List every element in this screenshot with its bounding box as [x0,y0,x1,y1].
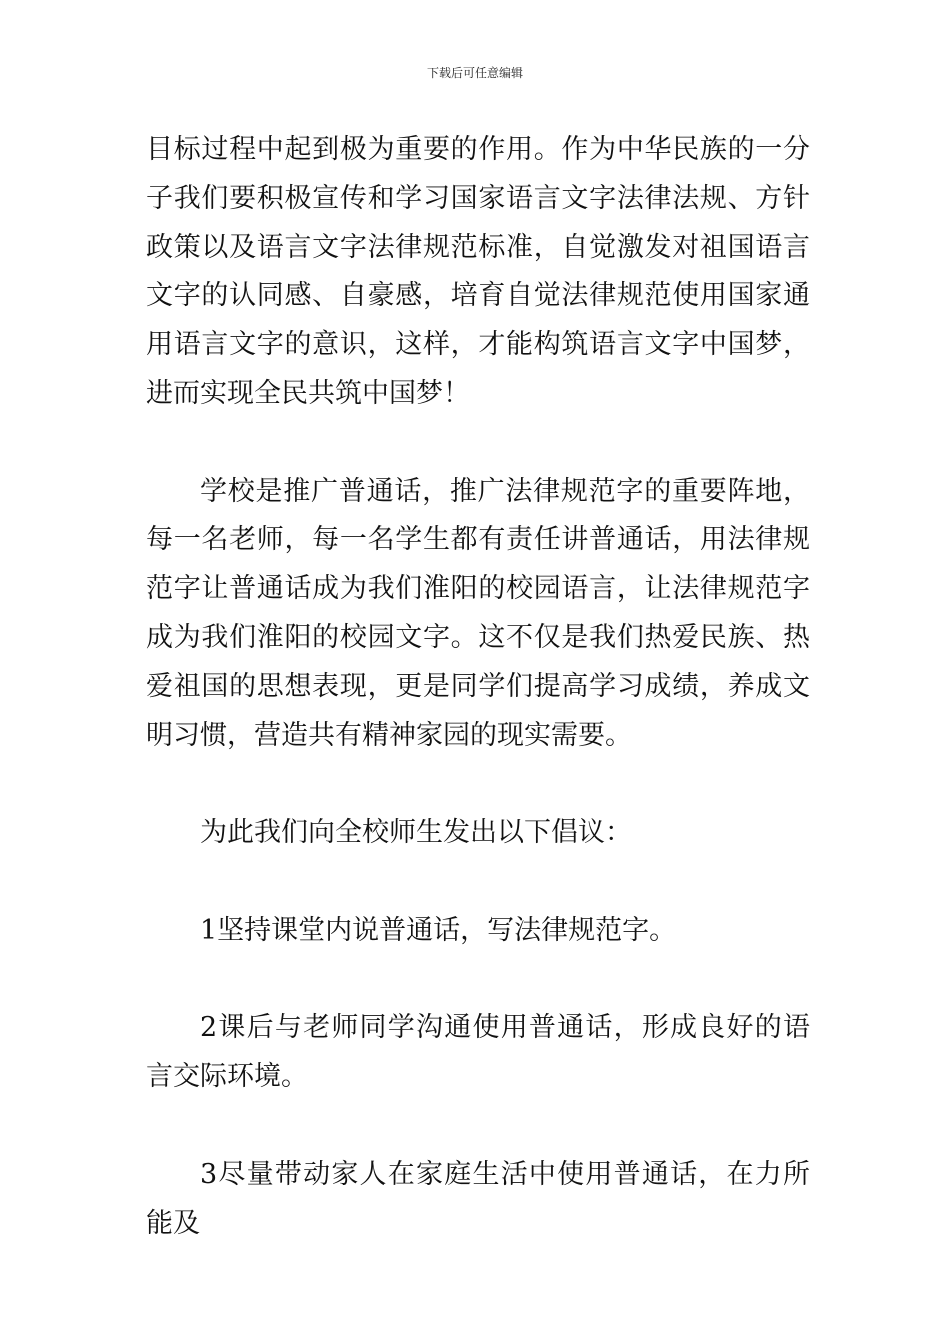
paragraph-gap [146,1102,810,1151]
proposal-item-1: 1坚持课堂内说普通话，写法律规范字。 [200,914,677,946]
paragraph-gap [146,760,810,809]
paragraph-continuation: 目标过程中起到极为重要的作用。作为中华民族的一分子我们要积极宣传和学习国家语言文字法律法规、方针政策以及语言文字法律规范标准，自觉激发对祖国语言文字的认同感、自豪感，培育自觉法律规范使用国家通用语言文字的意识，这样，才能构筑语言文字中国梦，进而实现全民共筑中国梦！ [146,134,810,409]
paragraph-gap [146,858,810,907]
paragraph-gap [146,419,810,468]
proposal-item-2: 2课后与老师同学沟通使用普通话，形成良好的语言交际环境。 [146,1012,810,1093]
paragraph-proposal-intro: 为此我们向全校师生发出以下倡议： [200,817,632,849]
proposal-item-3: 3尽量带动家人在家庭生活中使用普通话，在力所能及 [146,1158,810,1239]
paragraph-school-role: 学校是推广普通话，推广法律规范字的重要阵地，每一名老师，每一名学生都有责任讲普通话，用法律规范字让普通话成为我们淮阳的校园语言，让法律规范字成为我们淮阳的校园文字。这不仅是我们热爱民族、热爱祖国的思想表现，更是同学们提高学习成绩，养成文明习惯，营造共有精神家园的现实需要。 [146,475,810,751]
header-note: 下载后可任意编辑 [426,66,523,80]
document-body [146,126,810,1248]
paragraph-gap [146,956,810,1005]
